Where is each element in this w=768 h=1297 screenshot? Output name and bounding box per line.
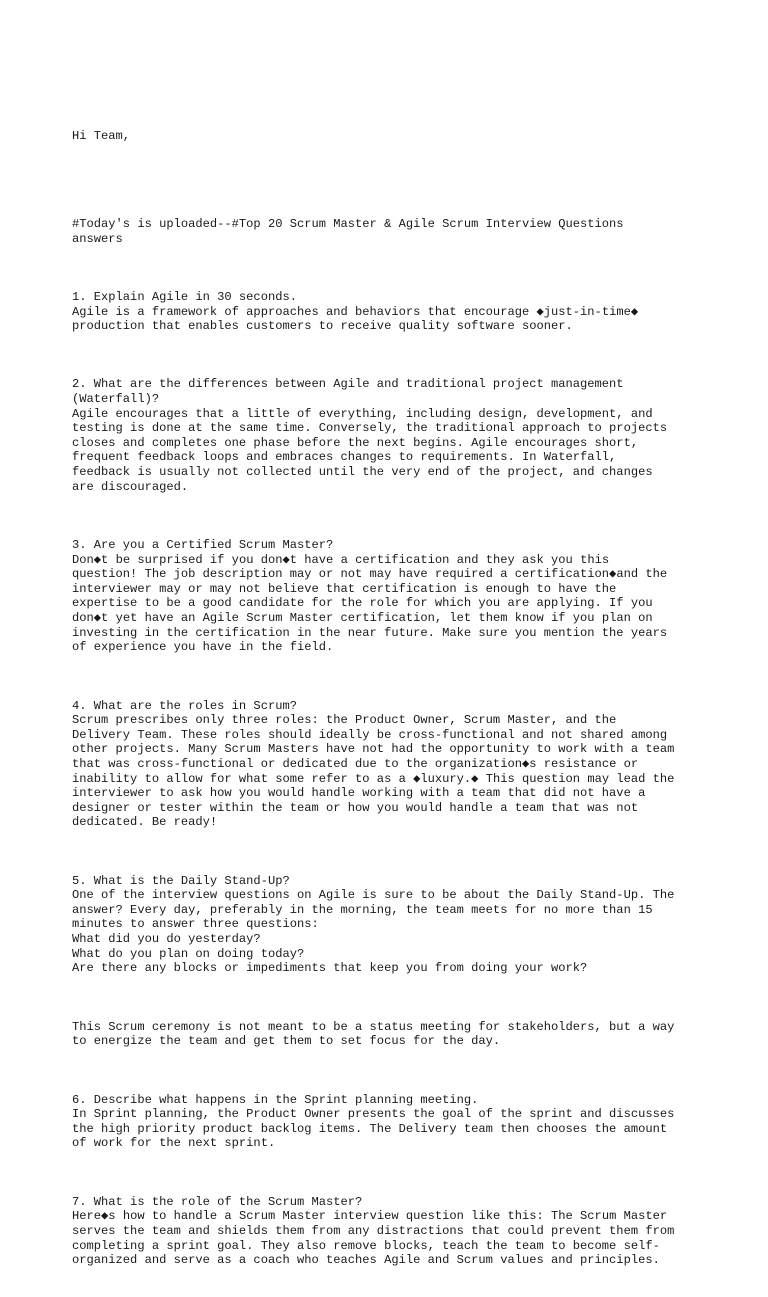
text-line: In Sprint planning, the Product Owner presents the goal of the sprint and discusses bbox=[72, 1107, 675, 1122]
question-1-block bbox=[72, 290, 712, 334]
text-line: Delivery Team. These roles should ideally be cross-functional and not shared among bbox=[72, 727, 668, 742]
text-line: One of the interview questions on Agile is sure to be about the Daily Stand-Up. The bbox=[72, 888, 675, 903]
text-line: Agile is a framework of approaches and behaviors that encourage ◆just-in-time◆ bbox=[72, 304, 639, 319]
text-line: are discouraged. bbox=[72, 479, 189, 494]
question-3-block bbox=[72, 538, 712, 655]
question-6-block bbox=[72, 1093, 712, 1151]
text-line: to energize the team and get them to set focus for the day. bbox=[72, 1034, 501, 1049]
text-line: answers bbox=[72, 231, 123, 246]
intro-block bbox=[72, 217, 712, 246]
text-line: Are there any blocks or impediments that keep you from doing your work? bbox=[72, 961, 588, 976]
text-line: frequent feedback loops and embraces changes to requirements. In Waterfall, bbox=[72, 450, 617, 465]
text-line: interviewer may or may not believe that certification is enough to have the bbox=[72, 581, 617, 596]
text-line: other projects. Many Scrum Masters have not had the opportunity to work with a team bbox=[72, 742, 675, 757]
text-line: closes and completes one phase before the next begins. Agile encourages short, bbox=[72, 435, 639, 450]
text-line: production that enables customers to receive quality software sooner. bbox=[72, 319, 573, 334]
text-line: 6. Describe what happens in the Sprint planning meeting. bbox=[72, 1092, 479, 1107]
text-line: 4. What are the roles in Scrum? bbox=[72, 698, 297, 713]
question-7-block bbox=[72, 1195, 712, 1268]
text-line: What did you do yesterday? bbox=[72, 932, 261, 947]
text-line: Scrum prescribes only three roles: the Product Owner, Scrum Master, and the bbox=[72, 713, 617, 728]
text-line: 7. What is the role of the Scrum Master? bbox=[72, 1194, 363, 1209]
text-line: dedicated. Be ready! bbox=[72, 815, 218, 830]
text-line: interviewer to ask how you would handle working with a team that did not have a bbox=[72, 786, 646, 801]
text-line: answer? Every day, preferably in the morning, the team meets for no more than 15 bbox=[72, 902, 653, 917]
text-line: #Today's is uploaded--#Top 20 Scrum Master & Agile Scrum Interview Questions bbox=[72, 216, 624, 231]
text-line: completing a sprint goal. They also remove blocks, teach the team to become self- bbox=[72, 1238, 660, 1253]
text-line: Don◆t be surprised if you don◆t have a certification and they ask you this bbox=[72, 552, 610, 567]
question-5-block bbox=[72, 874, 712, 976]
text-line: testing is done at the same time. Conversely, the traditional approach to projects bbox=[72, 421, 668, 436]
text-line: expertise to be a good candidate for the role for which you are applying. If you bbox=[72, 596, 653, 611]
text-line: 5. What is the Daily Stand-Up? bbox=[72, 873, 290, 888]
text-line: serves the team and shields them from any distractions that could prevent them from bbox=[72, 1223, 675, 1238]
text-line: (Waterfall)? bbox=[72, 392, 160, 407]
text-line: organized and serve as a coach who teaches Agile and Scrum values and principles. bbox=[72, 1253, 660, 1268]
text-line: of work for the next sprint. bbox=[72, 1136, 276, 1151]
text-line: of experience you have in the field. bbox=[72, 640, 334, 655]
text-line: Agile encourages that a little of everything, including design, development, and bbox=[72, 406, 653, 421]
question-4-block bbox=[72, 699, 712, 830]
text-line: inability to allow for what some refer to as a ◆luxury.◆ This question may lead the bbox=[72, 771, 675, 786]
text-line: What do you plan on doing today? bbox=[72, 946, 305, 961]
text-line: don◆t yet have an Agile Scrum Master certification, let them know if you plan on bbox=[72, 610, 653, 625]
text-line: designer or tester within the team or how you would handle a team that was not bbox=[72, 800, 639, 815]
question-2-block bbox=[72, 377, 712, 494]
text-line: question! The job description may or not may have required a certification◆and the bbox=[72, 567, 668, 582]
text-line: 2. What are the differences between Agile and traditional project management bbox=[72, 377, 624, 392]
greeting-block bbox=[72, 100, 712, 173]
text-line: This Scrum ceremony is not meant to be a status meeting for stakeholders, but a way bbox=[72, 1019, 675, 1034]
text-line: Here◆s how to handle a Scrum Master interview question like this: The Scrum Master bbox=[72, 1209, 668, 1224]
text-line: 1. Explain Agile in 30 seconds. bbox=[72, 289, 297, 304]
document-page bbox=[72, 71, 712, 1297]
greeting-line: Hi Team, bbox=[72, 129, 131, 144]
text-line: that was cross-functional or dedicated due to the organization◆s resistance or bbox=[72, 756, 639, 771]
text-line: feedback is usually not collected until the very end of the project, and changes bbox=[72, 465, 653, 480]
text-line: 3. Are you a Certified Scrum Master? bbox=[72, 538, 334, 552]
text-line: minutes to answer three questions: bbox=[72, 917, 319, 932]
text-line: investing in the certification in the near future. Make sure you mention the years bbox=[72, 625, 668, 640]
text-line: the high priority product backlog items. The Delivery team then chooses the amount bbox=[72, 1121, 668, 1136]
